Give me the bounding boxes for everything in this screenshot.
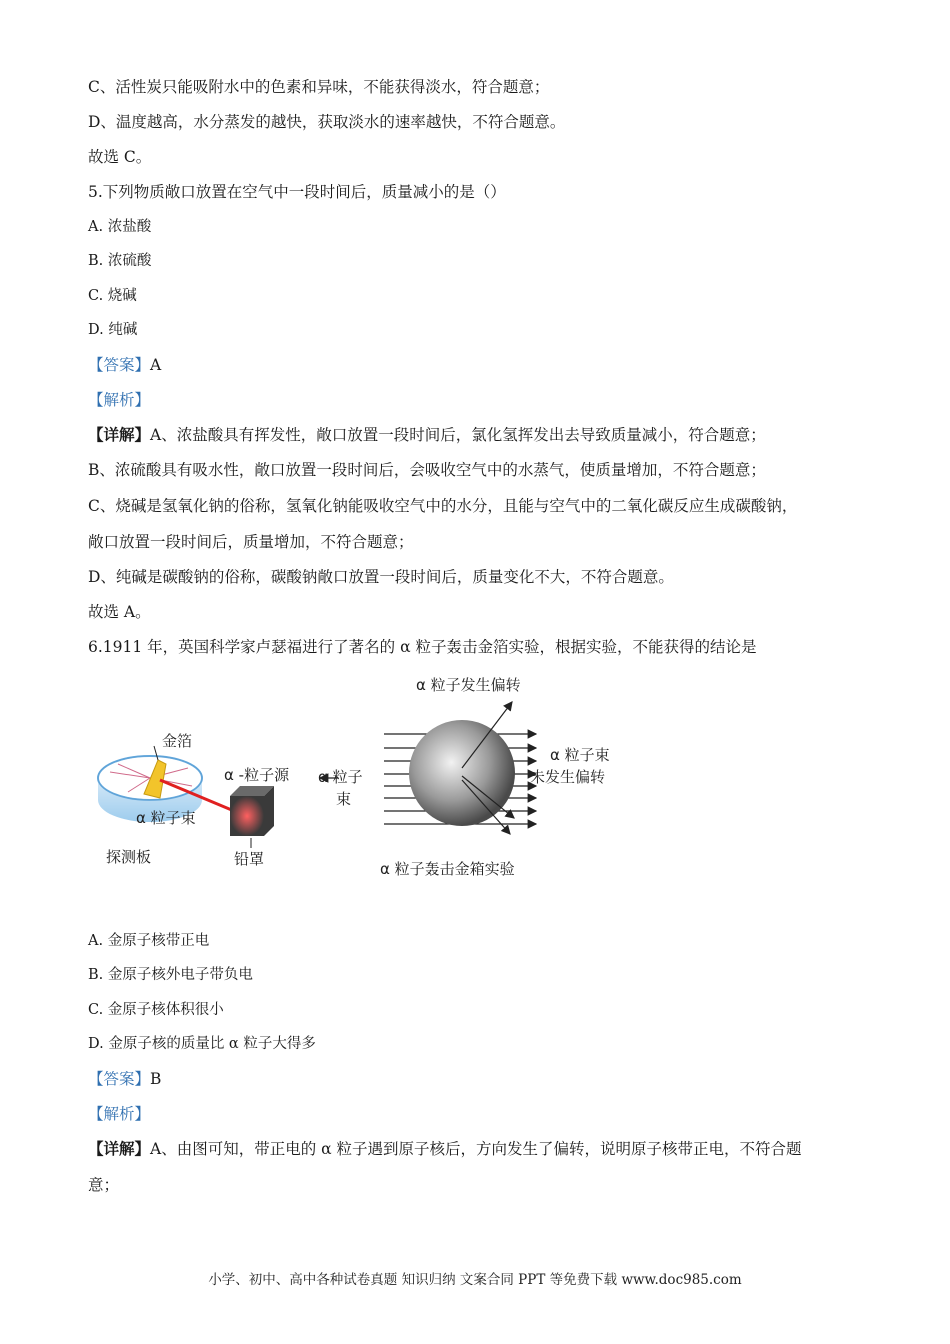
lead-box — [230, 786, 274, 836]
answer-line: 【答案】A — [88, 356, 162, 374]
gold-atom-sphere — [409, 720, 515, 826]
option-d: D. 金原子核的质量比 α 粒子大得多 — [88, 1036, 316, 1052]
analysis-tag: 【解析】 — [88, 391, 151, 409]
answer-tag: 【答案】 — [88, 1070, 151, 1088]
text-line: D、温度越高，水分蒸发的越快，获取淡水的速率越快，不符合题意。 — [88, 113, 566, 131]
label-lead-box: 铅罩 — [234, 850, 265, 868]
rutherford-experiment-figure — [88, 668, 648, 888]
label-alpha-beam: α 粒子束 — [136, 809, 196, 827]
option-c: C. 金原子核体积很小 — [88, 1002, 224, 1018]
text-line: B、浓硫酸具有吸水性，敞口放置一段时间后，会吸收空气中的水蒸气，使质量增加，不符合题意； — [88, 461, 766, 479]
answer-tag: 【答案】 — [88, 356, 151, 374]
label-gold-foil: 金箔 — [162, 732, 193, 750]
option-d: D. 纯碱 — [88, 322, 138, 338]
label-undeflected-1: α 粒子束 — [550, 746, 610, 764]
analysis-line — [88, 1103, 150, 1125]
text-line: 故选 A。 — [88, 603, 151, 621]
option-a: A. 金原子核带正电 — [88, 933, 210, 949]
option-c: C. 烧碱 — [88, 288, 137, 304]
label-detector: 探测板 — [106, 848, 152, 866]
text-line: 故选 C。 — [88, 148, 152, 166]
analysis-line — [88, 389, 150, 411]
question-6: 6.1911 年，英国科学家卢瑟福进行了著名的 α 粒子轰击金箔实验，根据实验，不能获得的结论是 — [88, 638, 757, 656]
text-line: 意； — [88, 1176, 120, 1194]
analysis-tag: 【解析】 — [88, 1105, 151, 1123]
option-b: B. 金原子核外电子带负电 — [88, 967, 253, 983]
text-line: C、烧碱是氢氧化钠的俗称，氢氧化钠能吸收空气中的水分，且能与空气中的二氧化碳反应生成碳酸钠， — [88, 497, 798, 515]
gold-foil-shape — [144, 760, 166, 798]
label-beam-left-2: 束 — [336, 790, 352, 808]
option-b: B. 浓硫酸 — [88, 253, 152, 269]
detail-line: 【详解】A、由图可知，带正电的 α 粒子遇到原子核后，方向发生了偏转，说明原子核带正电，不符合题 — [88, 1139, 802, 1158]
label-alpha-source: α -粒子源 — [224, 766, 290, 784]
text-line: D、纯碱是碳酸钠的俗称，碳酸钠敞口放置一段时间后，质量变化不大，不符合题意。 — [88, 568, 674, 586]
label-beam-left-1: α 粒子 — [318, 768, 363, 786]
option-a: A. 浓盐酸 — [88, 219, 152, 235]
label-undeflected-2: 未发生偏转 — [530, 768, 606, 786]
detail-line: 【详解】A、浓盐酸具有挥发性，敞口放置一段时间后，氯化氢挥发出去导致质量减小，符合题意； — [88, 425, 766, 444]
text-line: 敞口放置一段时间后，质量增加，不符合题意； — [88, 533, 414, 551]
figure-caption: α 粒子轰击金箱实验 — [380, 860, 515, 878]
detail-tag: 【详解】 — [88, 1139, 151, 1158]
question-5: 5.下列物质敞口放置在空气中一段时间后，质量减小的是（） — [88, 183, 506, 201]
text-line: C、活性炭只能吸附水中的色素和异味，不能获得淡水，符合题意； — [88, 78, 550, 96]
answer-line: 【答案】B — [88, 1070, 162, 1088]
label-deflected: α 粒子发生偏转 — [416, 676, 521, 694]
page-footer: 小学、初中、高中各种试卷真题 知识归纳 文案合同 PPT 等免费下载 www.doc985.com — [208, 1272, 742, 1288]
detail-tag: 【详解】 — [88, 425, 151, 444]
